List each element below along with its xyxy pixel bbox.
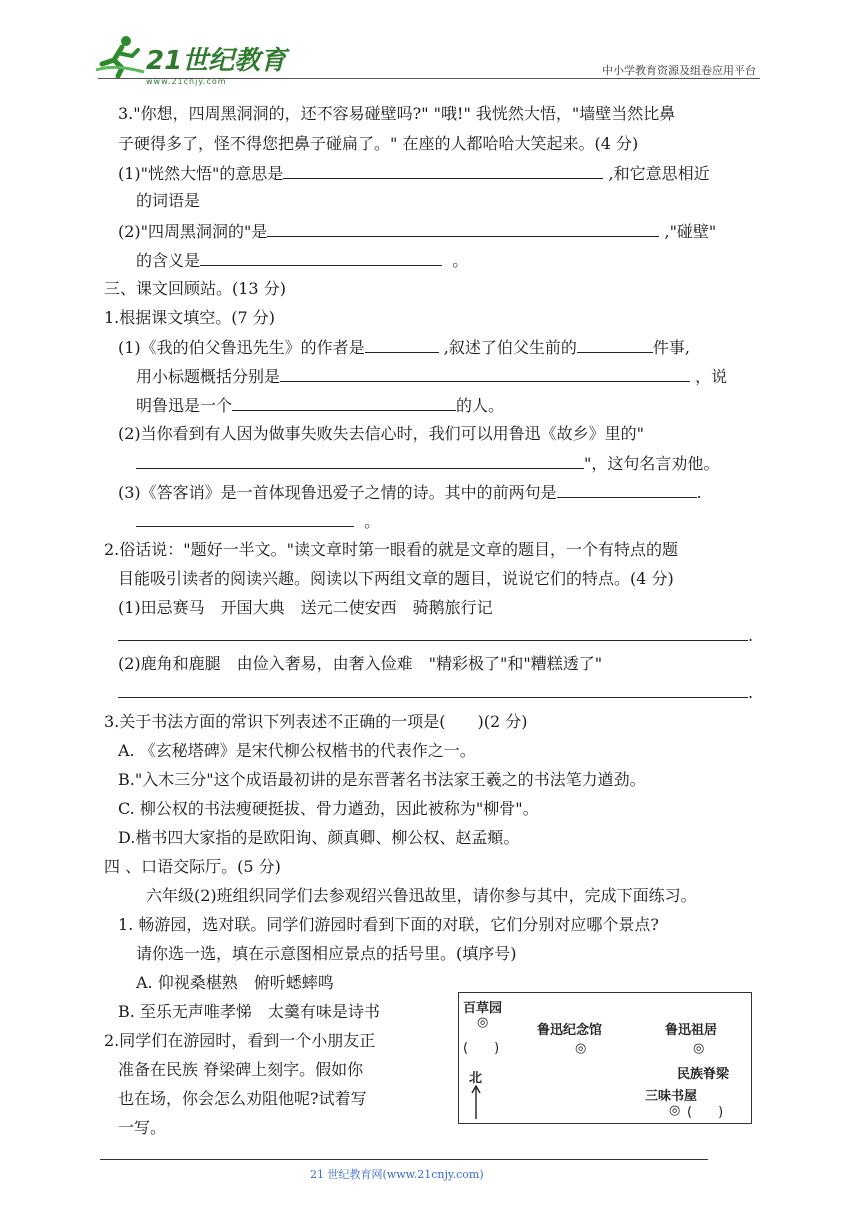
s3-q3-option-b: B."入木三分"这个成语最初讲的是东晋著名书法家王羲之的书法笔力遒劲。	[118, 770, 646, 789]
map-shuwu-marker-icon: ◎	[669, 1103, 681, 1118]
q3-part2-label: (2)"四周黑洞洞的"是	[118, 222, 268, 241]
footer-link[interactable]: 21 世纪教育网(www.21cnjy.com)	[310, 1168, 484, 1181]
s3-q1-1-text3: 件事,	[652, 338, 690, 357]
s3-q1-1-line3	[136, 393, 504, 418]
answer-blank[interactable]	[200, 248, 442, 266]
s4-q1-line2: 请你选一选，填在示意图相应景点的括号里。(填序号)	[136, 944, 517, 963]
map-shuwu-blank[interactable]: ( )	[687, 1105, 724, 1120]
map-north-label: 北	[469, 1071, 483, 1086]
north-arrow-icon	[471, 1085, 481, 1119]
answer-line[interactable]	[118, 697, 748, 698]
answer-blank[interactable]	[136, 509, 354, 527]
logo-subtitle: www.21cnjy.com	[146, 77, 227, 86]
s4-option-a: A. 仰视桑椹熟 俯听蟋蟀鸣	[136, 973, 334, 992]
s4-q1-line1: 1. 畅游园，选对联。同学们游园时看到下面的对联，它们分别对应哪个景点?	[118, 915, 659, 934]
s3-q3-option-d: D.楷书四大家指的是欧阳询、颜真卿、柳公权、赵孟頫。	[118, 828, 520, 847]
map-zuju-label: 鲁迅祖居	[665, 1023, 718, 1038]
q3-part1-cont: 的词语是	[136, 191, 201, 210]
scenic-map	[458, 992, 752, 1124]
q3-line-1: 3."你想，四周黑洞洞的，还不容易碰壁吗?" "哦!" 我恍然大悟，"墙壁当然比鼻	[118, 104, 676, 123]
s3-q2-line1: 2.俗话说："题好一半文。"读文章时第一眼看的就是文章的题目，一个有特点的题	[104, 540, 678, 559]
header-divider	[98, 78, 760, 79]
q3-part2-cont	[136, 248, 468, 273]
s3-q3-option-c: C. 柳公权的书法瘦硬挺拔、骨力遒劲，因此被称为"柳骨"。	[118, 799, 539, 818]
q3-part1-suffix: ,和它意思相近	[608, 164, 710, 183]
s4-q2-line4: 一写。	[118, 1118, 167, 1137]
s3-q1-3-line2	[136, 509, 380, 534]
s3-q1-1-text6: 明鲁迅是一个	[136, 396, 233, 415]
q3-part2-suffix: ,"碰壁"	[664, 222, 717, 241]
footer-divider	[100, 1159, 708, 1160]
s3-q1-2-text: "，这句名言劝他。	[584, 454, 720, 473]
map-baicaoyuan-blank[interactable]: ( )	[463, 1041, 500, 1056]
answer-blank[interactable]	[280, 364, 690, 382]
answer-line-dot: .	[748, 626, 754, 645]
s4-intro: 六年级(2)班组织同学们去参观绍兴鲁迅故里，请你参与其中，完成下面练习。	[146, 886, 697, 905]
s3-q1-1-line2	[136, 364, 727, 389]
map-shuwu-label: 三味书屋	[645, 1089, 698, 1104]
s3-q2-line2: 目能吸引读者的阅读兴趣。阅读以下两组文章的题目，说说它们的特点。(4 分)	[118, 569, 674, 588]
s3-q1-1-text: (1)《我的伯父鲁迅先生》的作者是	[118, 338, 365, 357]
s3-q1-1-text5: ，说	[695, 367, 728, 386]
s4-q2-line2: 准备在民族 脊梁碑上刻字。假如你	[118, 1060, 364, 1079]
answer-blank[interactable]	[557, 480, 697, 498]
q3-part1	[118, 161, 710, 186]
s3-q1-1-text7: 的人。	[456, 396, 505, 415]
s3-q3-option-a: A. 《玄秘塔碑》是宋代柳公权楷书的代表作之一。	[118, 741, 476, 760]
answer-blank[interactable]	[283, 161, 603, 179]
answer-blank[interactable]	[577, 335, 653, 353]
s3-q3-title: 3.关于书法方面的常识下列表述不正确的一项是( )(2 分)	[104, 712, 528, 731]
q3-part2-end: 。	[452, 251, 469, 270]
map-zuju-marker-icon: ◎	[693, 1041, 705, 1056]
s3-q1-3-text: (3)《答客诮》是一首体现鲁迅爱子之情的诗。其中的前两句是	[118, 483, 557, 502]
logo-runner-icon	[92, 34, 148, 78]
s3-q1-3	[118, 480, 702, 505]
s4-q2-line1: 2.同学们在游园时，看到一个小朋友正	[104, 1031, 376, 1050]
q3-part2	[118, 219, 716, 244]
s3-q1-2-line2	[136, 451, 719, 476]
s3-q1-1-text4: 用小标题概括分别是	[136, 367, 281, 386]
answer-line-dot: .	[748, 683, 754, 702]
platform-name: 中小学教育资源及组卷应用平台	[602, 64, 756, 77]
q3-part2-cont-label: 的含义是	[136, 251, 201, 270]
s3-q1-3-dot: .	[696, 483, 702, 502]
answer-blank[interactable]	[267, 219, 659, 237]
map-jinianguan-marker-icon: ◎	[575, 1041, 587, 1056]
map-jiliang-label: 民族脊梁	[677, 1067, 730, 1082]
s3-q1-3-end: 。	[364, 512, 381, 531]
s3-q1-1-text2: ,叙述了伯父生前的	[443, 338, 577, 357]
s4-option-b: B. 至乐无声唯孝悌 太羹有味是诗书	[118, 1002, 380, 1021]
q3-line-2: 子硬得多了，怪不得您把鼻子碰扁了。" 在座的人都哈哈大笑起来。(4 分)	[118, 134, 639, 153]
s4-q2-line3: 也在场，你会怎么劝阻他呢?试着写	[118, 1089, 367, 1108]
s3-q2-2: (2)鹿角和鹿腿 由俭入奢易，由奢入俭难 "精彩极了"和"糟糕透了"	[118, 654, 603, 673]
logo-text: 21世纪教育	[146, 46, 287, 76]
map-baicaoyuan-marker-icon: ◎	[477, 1015, 489, 1030]
section3-title: 三、课文回顾站。(13 分)	[104, 279, 286, 298]
answer-blank[interactable]	[232, 393, 456, 411]
q3-part1-label: (1)"恍然大悟"的意思是	[118, 164, 284, 183]
header	[0, 0, 860, 86]
map-baicaoyuan-label: 百草园	[463, 1001, 503, 1016]
s3-q1-title: 1.根据课文填空。(7 分)	[104, 308, 276, 327]
section4-title: 四 、口语交际厅。(5 分)	[104, 857, 281, 876]
answer-blank[interactable]	[136, 451, 584, 469]
s3-q2-1: (1)田忌赛马 开国大典 送元二使安西 骑鹅旅行记	[118, 598, 493, 617]
s3-q1-1	[118, 335, 690, 360]
answer-line[interactable]	[118, 640, 748, 641]
map-jinianguan-label: 鲁迅纪念馆	[537, 1023, 603, 1038]
s3-q1-2: (2)当你看到有人因为做事失败失去信心时，我们可以用鲁迅《故乡》里的"	[118, 424, 645, 443]
answer-blank[interactable]	[365, 335, 439, 353]
